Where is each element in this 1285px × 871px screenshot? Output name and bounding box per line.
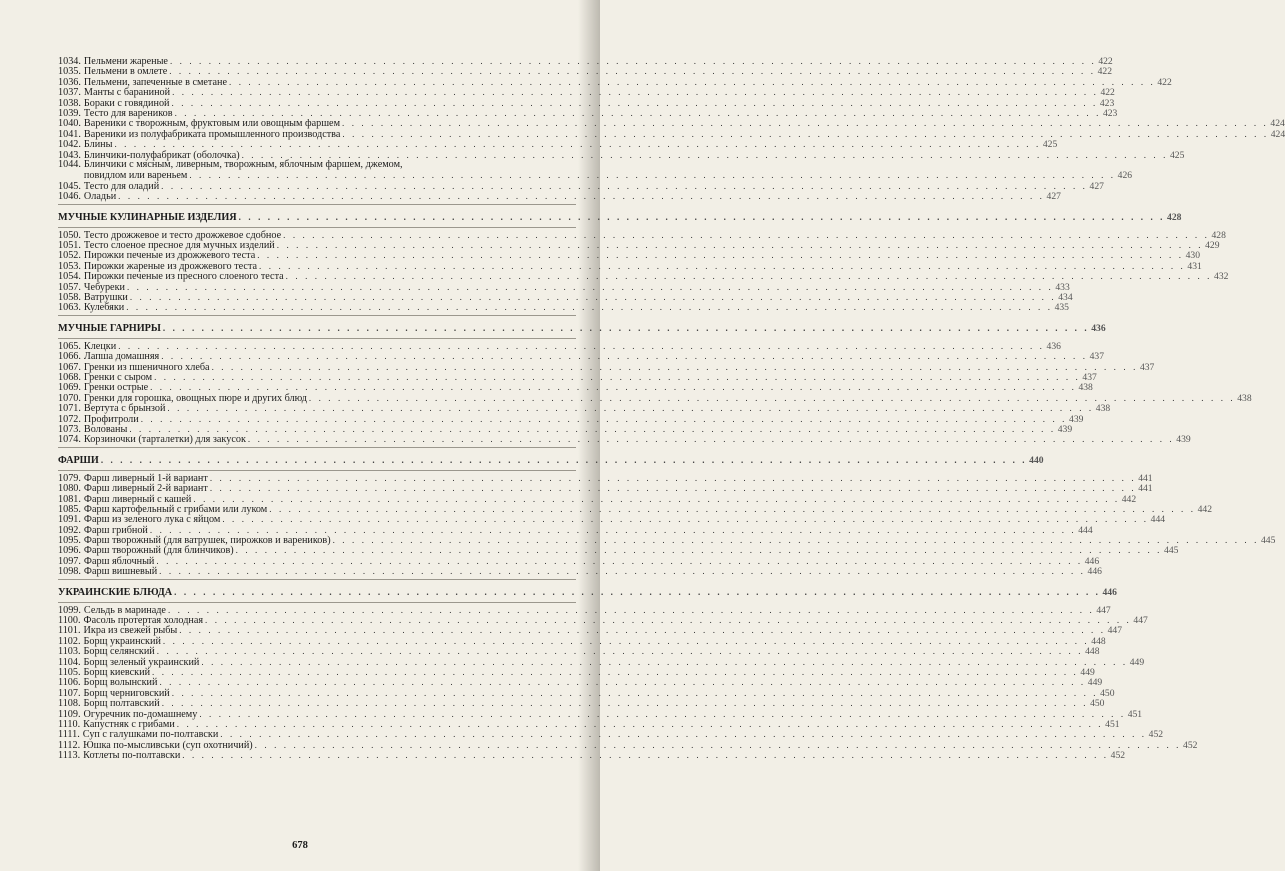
recipe-title: Фарш из зеленого лука с яйцом — [83, 514, 221, 526]
page-ref: 438 — [1237, 392, 1252, 404]
recipe-title: Блинчики-полуфабрикат (оболочка) — [83, 149, 240, 161]
toc-entry — [58, 56, 1113, 67]
toc-entry — [58, 240, 1220, 252]
recipe-title: Фарш яблочный — [83, 555, 155, 567]
section-heading-page: 428 — [1167, 211, 1182, 223]
toc-entry — [58, 472, 1153, 484]
table-of-contents — [58, 56, 1285, 762]
toc-entry — [58, 158, 1133, 182]
recipe-title: Ватрушки — [83, 292, 128, 304]
leader-dots — [179, 625, 1105, 635]
page-ref: 446 — [1084, 555, 1100, 567]
recipe-title: Борщ украинский — [83, 635, 161, 647]
leader-dots — [172, 87, 1098, 97]
recipe-number: 1036. — [58, 76, 81, 88]
recipe-title: Волованы — [83, 423, 128, 435]
leader-dots — [163, 636, 1089, 646]
page-ref: 424 — [1270, 118, 1285, 130]
page-ref: 448 — [1085, 646, 1100, 658]
recipe-number: 1106. — [58, 677, 81, 689]
toc-entry — [58, 76, 1172, 88]
section-heading-page: 436 — [1091, 322, 1106, 334]
page-ref: 427 — [1046, 191, 1061, 203]
recipe-number: 1110. — [58, 718, 81, 730]
leader-dots — [101, 454, 1027, 466]
leader-dots — [342, 118, 1268, 128]
leader-dots — [172, 98, 1098, 108]
recipe-title: Тесто слоеное пресное для мучных изделий — [83, 240, 275, 252]
leader-dots — [205, 615, 1131, 625]
page-ref: 427 — [1089, 180, 1104, 192]
recipe-title: Фарш картофельный с грибами или луком — [83, 503, 268, 515]
recipe-number: 1081. — [58, 493, 81, 505]
recipe-number: 1040. — [58, 118, 81, 130]
leader-dots — [161, 351, 1087, 361]
leader-dots — [239, 211, 1165, 223]
toc-entry — [58, 750, 1126, 762]
leader-dots — [167, 403, 1093, 413]
page-ref: 439 — [1176, 434, 1191, 446]
recipe-number: 1043. — [58, 149, 81, 161]
recipe-number: 1034. — [58, 56, 81, 67]
leader-dots — [150, 525, 1076, 535]
recipe-number: 1035. — [58, 66, 81, 78]
recipe-title: Сельдь в маринаде — [83, 604, 166, 616]
section-heading-title: УКРАИНСКИЕ БЛЮДА — [58, 586, 173, 598]
section-heading — [58, 322, 1106, 334]
leader-dots — [156, 556, 1082, 566]
page-ref: 450 — [1090, 698, 1105, 710]
toc-entry — [58, 413, 1084, 425]
recipe-number: 1039. — [58, 107, 81, 119]
leader-dots — [157, 646, 1083, 656]
recipe-title: Суп с галушками по-полтавски — [82, 729, 219, 741]
leader-dots — [220, 729, 1146, 739]
page-ref: 449 — [1129, 656, 1145, 668]
page-ref: 450 — [1100, 687, 1115, 699]
toc-entry — [58, 503, 1212, 515]
page-ref: 437 — [1139, 361, 1155, 373]
section-heading — [58, 211, 1182, 223]
leader-dots — [212, 362, 1138, 372]
section-heading-page: 440 — [1029, 454, 1044, 466]
page-ref: 444 — [1078, 524, 1093, 536]
recipe-number: 1108. — [58, 698, 81, 710]
page-ref: 437 — [1082, 371, 1097, 383]
recipe-number: 1097. — [58, 555, 81, 567]
leader-dots — [283, 230, 1209, 240]
recipe-title: Борщ киевский — [83, 666, 151, 678]
page-ref: 441 — [1138, 472, 1153, 484]
page-ref: 442 — [1197, 503, 1212, 515]
recipe-title: Фасоль протертая холодная — [83, 615, 204, 627]
recipe-number: 1046. — [58, 191, 81, 203]
page-ref: 452 — [1148, 729, 1164, 741]
leader-dots — [222, 514, 1148, 524]
recipe-number: 1038. — [58, 97, 81, 109]
page-ref: 438 — [1095, 403, 1111, 415]
toc-entry — [58, 545, 1179, 557]
recipe-title: Борщ зеленый украинский — [83, 656, 200, 668]
section-heading — [58, 586, 1117, 598]
recipe-title: Икра из свежей рыбы — [83, 625, 178, 637]
toc-entry — [58, 677, 1103, 689]
toc-entry — [58, 566, 1102, 578]
toc-entry — [58, 708, 1143, 720]
toc-entry — [58, 128, 1285, 140]
recipe-title: Пирожки жареные из дрожжевого теста — [83, 260, 258, 272]
toc-entry — [58, 260, 1202, 272]
recipe-title: Вертута с брынзой — [83, 403, 166, 415]
divider — [58, 602, 576, 603]
recipe-number: 1096. — [58, 545, 81, 557]
section-heading-title: МУЧНЫЕ ГАРНИРЫ — [58, 322, 161, 334]
toc-entry — [58, 302, 1069, 314]
page-ref: 436 — [1046, 340, 1061, 352]
leader-dots — [257, 250, 1183, 260]
toc-entry — [58, 292, 1073, 304]
page-ref: 442 — [1121, 493, 1137, 505]
recipe-number: 1095. — [58, 535, 81, 547]
leader-dots — [162, 698, 1088, 708]
leader-dots — [161, 181, 1087, 191]
recipe-number: 1050. — [58, 229, 81, 241]
toc-entry — [58, 229, 1226, 241]
leader-dots — [229, 77, 1155, 87]
recipe-number: 1068. — [58, 371, 81, 383]
recipe-number: 1066. — [58, 351, 81, 363]
recipe-number: 1085. — [58, 503, 81, 515]
recipe-number: 1091. — [58, 514, 81, 526]
toc-entry — [58, 698, 1105, 710]
toc-entry — [58, 646, 1100, 658]
recipe-number: 1051. — [58, 240, 81, 252]
leader-dots — [286, 271, 1212, 281]
page-ref: 434 — [1058, 292, 1073, 304]
page-ref: 422 — [1157, 76, 1172, 88]
recipe-title: Вареники с творожным, фруктовым или овощным фаршем — [83, 118, 341, 130]
toc-entry — [58, 340, 1061, 352]
toc-entry — [58, 524, 1093, 536]
toc-entry — [58, 361, 1155, 373]
section-heading-page: 446 — [1102, 586, 1117, 598]
recipe-number: 1071. — [58, 403, 81, 415]
recipe-number: 1053. — [58, 260, 81, 272]
recipe-title: Борщ черниговский — [83, 687, 170, 699]
leader-dots — [163, 322, 1089, 334]
recipe-title: Тесто дрожжевое и тесто дрожжевое сдобное — [83, 229, 282, 241]
recipe-title: Пирожки печеные из пресного слоеного теста — [83, 271, 284, 283]
page-ref: 423 — [1099, 97, 1115, 109]
recipe-number: 1101. — [58, 625, 81, 637]
toc-entry — [58, 535, 1276, 547]
recipe-title: Гренки с сыром — [83, 371, 153, 383]
recipe-number: 1112. — [58, 739, 81, 751]
recipe-title: Борщ полтавский — [83, 698, 160, 710]
page-ref: 429 — [1205, 240, 1220, 252]
recipe-number: 1099. — [58, 604, 81, 616]
recipe-title: Оладьи — [83, 191, 117, 203]
recipe-number: 1107. — [58, 687, 81, 699]
recipe-title: Фарш вишневый — [83, 566, 158, 578]
recipe-title: Фарш ливерный 2-й вариант — [83, 483, 208, 495]
leader-dots — [189, 170, 1115, 180]
page-number: 678 — [292, 840, 308, 851]
recipe-title: Блины — [83, 139, 113, 151]
page-ref: 422 — [1097, 66, 1112, 78]
recipe-title: Корзиночки (тарталетки) для закусок — [83, 434, 246, 446]
recipe-number: 1063. — [58, 302, 81, 314]
leader-dots — [150, 382, 1076, 392]
recipe-number: 1041. — [58, 128, 81, 140]
recipe-number: 1044. — [58, 158, 81, 170]
recipe-number: 1054. — [58, 271, 81, 283]
recipe-title: Фарш творожный (для блинчиков) — [83, 545, 234, 557]
toc-entry — [58, 392, 1252, 404]
page-ref: 437 — [1089, 351, 1104, 363]
section-heading-title: ФАРШИ — [58, 454, 99, 466]
recipe-title: Пельмени жареные — [83, 56, 168, 67]
leader-dots — [236, 545, 1162, 555]
recipe-title: Пельмени в омлете — [83, 66, 168, 78]
leader-dots — [309, 393, 1235, 403]
leader-dots — [259, 261, 1185, 271]
page-ref: 448 — [1091, 635, 1106, 647]
leader-dots — [210, 473, 1136, 483]
recipe-title: Фарш ливерный с кашей — [83, 493, 192, 505]
recipe-title: Котлеты по-полтавски — [83, 750, 181, 762]
leader-dots — [277, 240, 1203, 250]
leader-dots — [170, 56, 1096, 66]
toc-entry — [58, 371, 1097, 383]
recipe-title: Гренки острые — [83, 382, 149, 394]
recipe-number: 1079. — [58, 472, 81, 484]
recipe-number: 1105. — [58, 666, 81, 678]
recipe-number: 1072. — [58, 413, 81, 425]
page-ref: 430 — [1185, 250, 1200, 262]
page-ref: 449 — [1087, 677, 1103, 689]
leader-dots — [182, 750, 1108, 760]
recipe-title: Вареники из полуфабриката промышленного производства — [83, 128, 341, 140]
leader-dots — [269, 504, 1195, 514]
leader-dots — [177, 719, 1103, 729]
toc-entry — [58, 180, 1104, 192]
recipe-title: Тесто для вареников — [83, 107, 173, 119]
toc-entry — [58, 604, 1111, 616]
section-heading-title: МУЧНЫЕ КУЛИНАРНЫЕ ИЗДЕЛИЯ — [58, 211, 237, 223]
toc-entry — [58, 739, 1198, 751]
page-ref: 425 — [1042, 139, 1058, 151]
page-ref: 451 — [1105, 718, 1120, 730]
recipe-number: 1074. — [58, 434, 81, 446]
leader-dots — [175, 108, 1101, 118]
toc-entry — [58, 191, 1061, 203]
divider — [58, 204, 576, 205]
leader-dots — [255, 740, 1181, 750]
recipe-title: Клецки — [83, 340, 117, 352]
toc-entry — [58, 250, 1200, 262]
recipe-title: Юшка по-мысливськи (суп охотничий) — [83, 739, 253, 751]
recipe-title: Гренки для горошка, овощных пюре и других блюд — [83, 392, 307, 404]
toc-entry — [58, 687, 1115, 699]
page-ref: 444 — [1150, 514, 1166, 526]
toc-entry — [58, 382, 1093, 394]
recipe-number: 1092. — [58, 524, 81, 536]
page-ref: 451 — [1127, 708, 1143, 720]
recipe-number: 1080. — [58, 483, 81, 495]
recipe-number: 1045. — [58, 180, 81, 192]
recipe-number: 1070. — [58, 392, 81, 404]
page-ref: 422 — [1098, 56, 1113, 67]
toc-entry — [58, 625, 1122, 637]
toc-entry — [58, 66, 1112, 78]
page-ref: 446 — [1087, 566, 1102, 578]
toc-entry — [58, 139, 1058, 151]
toc-entry — [58, 281, 1070, 293]
page-ref: 431 — [1187, 260, 1202, 272]
page-ref: 447 — [1096, 604, 1111, 616]
divider — [58, 579, 576, 580]
toc-entry — [58, 97, 1115, 109]
page-ref: 445 — [1260, 535, 1276, 547]
recipe-title: Борщ селянский — [83, 646, 155, 658]
recipe-number: 1058. — [58, 292, 81, 304]
leader-dots — [159, 566, 1085, 576]
toc-entry — [58, 656, 1145, 668]
recipe-title: Бораки с говядиной — [83, 97, 170, 109]
recipe-number: 1111. — [58, 729, 80, 741]
recipe-number: 1100. — [58, 615, 81, 627]
leader-dots — [210, 483, 1136, 493]
section-heading — [58, 454, 1044, 466]
leader-dots — [333, 535, 1259, 545]
leader-dots — [342, 129, 1268, 139]
page-ref: 432 — [1214, 271, 1229, 283]
toc-entry — [58, 434, 1191, 446]
recipe-title: Лапша домашняя — [83, 351, 160, 363]
recipe-title: Пельмени, запеченные в сметане — [83, 76, 228, 88]
page-ref: 447 — [1107, 625, 1122, 637]
leader-dots — [152, 667, 1078, 677]
toc-entry — [58, 666, 1095, 678]
toc-entry — [58, 107, 1118, 119]
divider — [58, 447, 576, 448]
recipe-title: Капустняк с грибами — [83, 718, 175, 730]
leader-dots — [154, 372, 1080, 382]
divider — [58, 227, 576, 228]
toc-entry — [58, 403, 1111, 415]
toc-entry — [58, 351, 1104, 363]
recipe-number: 1057. — [58, 281, 81, 293]
toc-entry — [58, 118, 1285, 130]
recipe-title: Фарш грибной — [83, 524, 148, 536]
toc-entry — [58, 493, 1137, 505]
page-ref: 452 — [1110, 750, 1126, 762]
leader-dots — [199, 709, 1125, 719]
toc-entry — [58, 87, 1115, 99]
page-ref: 452 — [1183, 739, 1198, 751]
leader-dots — [193, 494, 1119, 504]
recipe-title-continued: повидлом или вареньем — [83, 170, 188, 182]
toc-entry — [58, 615, 1148, 627]
page-ref: 447 — [1133, 615, 1148, 627]
recipe-number: 1109. — [58, 708, 81, 720]
page-ref: 435 — [1054, 302, 1069, 314]
toc-entry — [58, 483, 1153, 495]
divider — [58, 338, 576, 339]
toc-entry — [58, 718, 1120, 730]
page-ref: 426 — [1117, 170, 1133, 182]
page-ref: 439 — [1057, 423, 1073, 435]
toc-entry — [58, 635, 1106, 647]
recipe-number: 1073. — [58, 423, 81, 435]
page-ref: 433 — [1055, 281, 1070, 293]
toc-entry — [58, 729, 1164, 741]
leader-dots — [141, 414, 1067, 424]
leader-dots — [159, 677, 1085, 687]
leader-dots — [169, 66, 1095, 76]
recipe-number: 1098. — [58, 566, 81, 578]
divider — [58, 470, 576, 471]
page-edge-shadow — [578, 0, 600, 871]
recipe-number: 1037. — [58, 87, 81, 99]
recipe-number: 1069. — [58, 382, 81, 394]
page-ref: 423 — [1102, 107, 1118, 119]
recipe-number: 1104. — [58, 656, 81, 668]
page-ref: 439 — [1069, 413, 1084, 425]
toc-entry — [58, 555, 1100, 567]
toc-entry — [58, 271, 1229, 283]
recipe-number: 1042. — [58, 139, 81, 151]
page-ref: 424 — [1270, 128, 1285, 140]
recipe-number: 1067. — [58, 361, 81, 373]
recipe-title: Чебуреки — [83, 281, 125, 293]
page-ref: 441 — [1138, 483, 1153, 495]
recipe-title: Борщ волынский — [83, 677, 158, 689]
toc-entry — [58, 423, 1073, 435]
leader-dots — [174, 586, 1100, 598]
recipe-title: Фарш творожный (для ватрушек, пирожков и вареников) — [83, 535, 331, 547]
recipe-title: Блинчики с мясным, ливерным, творожным, яблочным фаршем, джемом, — [83, 158, 403, 170]
divider — [58, 315, 576, 316]
recipe-title: Гренки из пшеничного хлеба — [83, 361, 210, 373]
recipe-title: Пирожки печеные из дрожжевого теста — [83, 250, 256, 262]
recipe-title: Манты с бараниной — [83, 87, 171, 99]
leader-dots — [201, 657, 1127, 667]
recipe-title: Огуречник по-домашнему — [83, 708, 198, 720]
recipe-number: 1065. — [58, 340, 81, 352]
page-ref: 438 — [1078, 382, 1093, 394]
page-ref: 428 — [1211, 229, 1226, 241]
page-ref: 445 — [1164, 545, 1179, 557]
page-ref: 422 — [1100, 87, 1115, 99]
recipe-title: Профитроли — [83, 413, 139, 425]
page-ref: 449 — [1080, 666, 1095, 678]
toc-entry — [58, 514, 1166, 526]
recipe-title: Кулебяки — [83, 302, 125, 314]
recipe-number: 1103. — [58, 646, 81, 658]
recipe-number: 1113. — [58, 750, 81, 762]
recipe-number: 1102. — [58, 635, 81, 647]
recipe-title: Тесто для оладий — [83, 180, 160, 192]
recipe-number: 1052. — [58, 250, 81, 262]
leader-dots — [172, 688, 1098, 698]
leader-dots — [248, 434, 1174, 444]
page-ref: 425 — [1169, 149, 1185, 161]
recipe-title: Фарш ливерный 1-й вариант — [83, 472, 208, 484]
leader-dots — [168, 605, 1094, 615]
